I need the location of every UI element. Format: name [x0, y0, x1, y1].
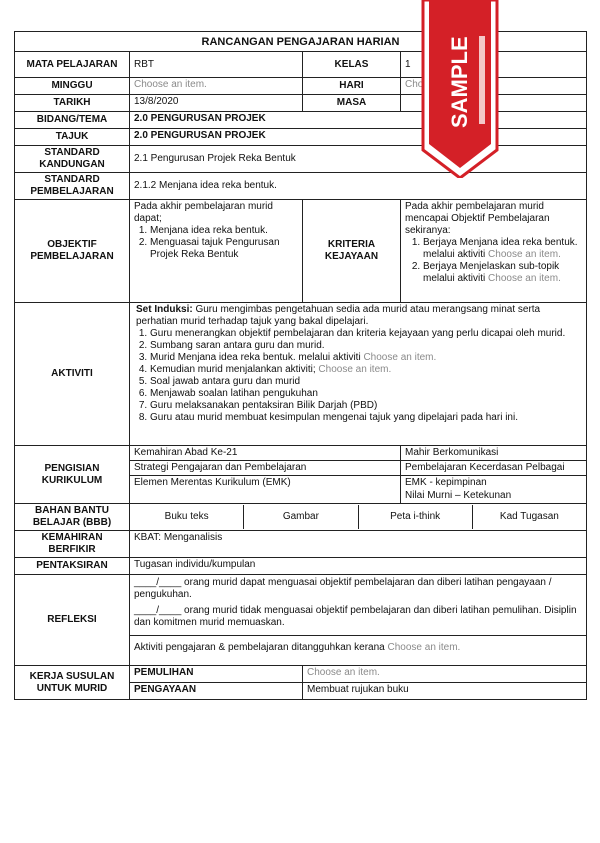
label-kriteria: KRITERIA KEJAYAAN [303, 200, 401, 303]
dropdown-pemulihan[interactable]: Choose an item. [303, 666, 587, 683]
pengisian-item: Nilai Murni – Ketekunan [405, 490, 512, 501]
objektif-item: 2. Menguasai tajuk Pengurusan Projek Reka Bentuk [150, 237, 298, 261]
value-standard-pembelajaran[interactable]: 2.1.2 Menjana idea reka bentuk. [130, 173, 587, 200]
kriteria-item: Berjaya Menjelaskan sub-topik melalui aktiviti [423, 261, 560, 284]
label-bidang: BIDANG/TEMA [15, 112, 130, 129]
kriteria-intro: Pada akhir pembelajaran murid mencapai Objektif Pembelajaran sekiranya: [405, 201, 550, 236]
value-kemahiran[interactable]: KBAT: Menganalisis [130, 531, 587, 558]
aktiviti-item: 2. Sumbang saran antara guru dan murid. [150, 340, 582, 352]
refleksi-line-1: ____/____ orang murid dapat menguasai objektif pembelajaran dan diberi latihan pengayaan / pengukuhan. [134, 577, 552, 600]
aktiviti-item: 8. Guru atau murid membuat kesimpulan mengenai tajuk yang dipelajari pada hari ini. [150, 412, 582, 424]
label-standard-pembelajaran: STANDARD PEMBELAJARAN [15, 173, 130, 200]
aktiviti-item: 7. Guru melaksanakan pentaksiran Bilik Darjah (PBD) [150, 400, 582, 412]
stamp-text: SAMPLE [447, 36, 472, 128]
value-tarikh[interactable]: 13/8/2020 [130, 95, 303, 112]
page-title: RANCANGAN PENGAJARAN HARIAN [15, 32, 587, 52]
label-refleksi: REFLEKSI [15, 575, 130, 666]
label-pemulihan: PEMULIHAN [130, 666, 303, 683]
rph-table [14, 31, 587, 700]
dropdown-aktiviti-2[interactable]: Choose an item. [488, 273, 561, 284]
dropdown-hari[interactable]: Cho [401, 78, 587, 95]
objektif-item: 1. Menjana idea reka bentuk. [150, 225, 298, 237]
objektif-content[interactable] [130, 200, 303, 303]
aktiviti-item: 6. Menjawab soalan latihan pengukuhan [150, 388, 582, 400]
label-standard-kandungan: STANDARD KANDUNGAN [15, 146, 130, 173]
aktiviti-item: Kemudian murid menjalankan aktiviti; [150, 364, 316, 375]
value-pengayaan[interactable]: Membuat rujukan buku [303, 683, 587, 700]
label-masa: MASA [303, 95, 401, 112]
refleksi-content[interactable] [130, 575, 587, 666]
label-kelas: KELAS [303, 52, 401, 78]
label-minggu: MINGGU [15, 78, 130, 95]
label-kerja-susulan: KERJA SUSULAN UNTUK MURID [15, 666, 130, 700]
label-tarikh: TARIKH [15, 95, 130, 112]
pengisian-item: Strategi Pengajaran dan Pembelajaran [130, 461, 400, 476]
dropdown-aktiviti-4[interactable]: Choose an item. [318, 364, 392, 375]
value-mata-pelajaran[interactable]: RBT [130, 52, 303, 78]
pengisian-item: Kemahiran Abad Ke-21 [130, 446, 400, 461]
dropdown-tangguh[interactable]: Choose an item. [387, 642, 461, 653]
set-induksi-text: Guru mengimbas pengetahuan sedia ada murid atau merangsang minat serta perhatian murid terhadap tajuk yang bakal dipelajari. [136, 304, 541, 327]
aktiviti-item: 1. Guru menerangkan objektif pembelajaran dan kriteria kejayaan yang perlu dicapai oleh murid. [150, 328, 582, 340]
value-kelas[interactable]: 1 [401, 52, 587, 78]
objektif-intro: Pada akhir pembelajaran murid dapat; [134, 201, 273, 224]
pengisian-item: EMK - kepimpinan [405, 477, 487, 488]
label-objektif: OBJEKTIF PEMBELAJARAN [15, 200, 130, 303]
stamp-bar [479, 36, 485, 124]
value-standard-kandungan[interactable]: 2.1 Pengurusan Projek Reka Bentuk [130, 146, 587, 173]
dropdown-aktiviti-3[interactable]: Choose an item. [363, 352, 437, 363]
bbb-row [130, 504, 587, 531]
label-kemahiran: KEMAHIRAN BERFIKIR [15, 531, 130, 558]
label-bbb: BAHAN BANTU BELAJAR (BBB) [15, 504, 130, 531]
refleksi-line-2: ____/____ orang murid tidak menguasai objektif pembelajaran dan diberi latihan pemulihan. Disiplin dan komitmen murid memuaskan. [134, 605, 577, 628]
label-hari: HARI [303, 78, 401, 95]
pengisian-item: Elemen Merentas Kurikulum (EMK) [134, 477, 291, 488]
label-aktiviti: AKTIVITI [15, 303, 130, 446]
set-induksi-label: Set Induksi: [136, 304, 193, 315]
label-pentaksiran: PENTAKSIRAN [15, 558, 130, 575]
bbb-item[interactable]: Kad Tugasan [472, 505, 586, 529]
pengisian-col-2 [401, 446, 587, 504]
kriteria-content[interactable] [401, 200, 587, 303]
label-pengisian: PENGISIAN KURIKULUM [15, 446, 130, 504]
dropdown-aktiviti-1[interactable]: Choose an item. [488, 249, 561, 260]
pengisian-item: Pembelajaran Kecerdasan Pelbagai [401, 461, 586, 476]
bbb-item[interactable]: Peta i-think [358, 505, 472, 529]
kriteria-item: Berjaya Menjana idea reka bentuk. melalui aktiviti [423, 237, 578, 260]
pengisian-col-1 [130, 446, 401, 504]
sample-stamp [421, 0, 499, 178]
label-tajuk: TAJUK [15, 129, 130, 146]
label-mata-pelajaran: MATA PELAJARAN [15, 52, 130, 78]
value-tajuk[interactable]: 2.0 PENGURUSAN PROJEK [130, 129, 587, 146]
label-pengayaan: PENGAYAAN [130, 683, 303, 700]
aktiviti-item: Murid Menjana idea reka bentuk. melalui aktiviti [150, 352, 361, 363]
pengisian-item: Mahir Berkomunikasi [401, 446, 586, 461]
value-pentaksiran[interactable]: Tugasan individu/kumpulan [130, 558, 587, 575]
bbb-item[interactable]: Buku teks [164, 511, 209, 522]
dropdown-minggu[interactable]: Choose an item. [130, 78, 303, 95]
aktiviti-content[interactable] [130, 303, 587, 446]
refleksi-line-3: Aktiviti pengajaran & pembelajaran ditangguhkan kerana [134, 642, 385, 653]
bbb-item[interactable]: Gambar [243, 505, 357, 529]
aktiviti-item: 5. Soal jawab antara guru dan murid [150, 376, 582, 388]
value-bidang[interactable]: 2.0 PENGURUSAN PROJEK [130, 112, 587, 129]
